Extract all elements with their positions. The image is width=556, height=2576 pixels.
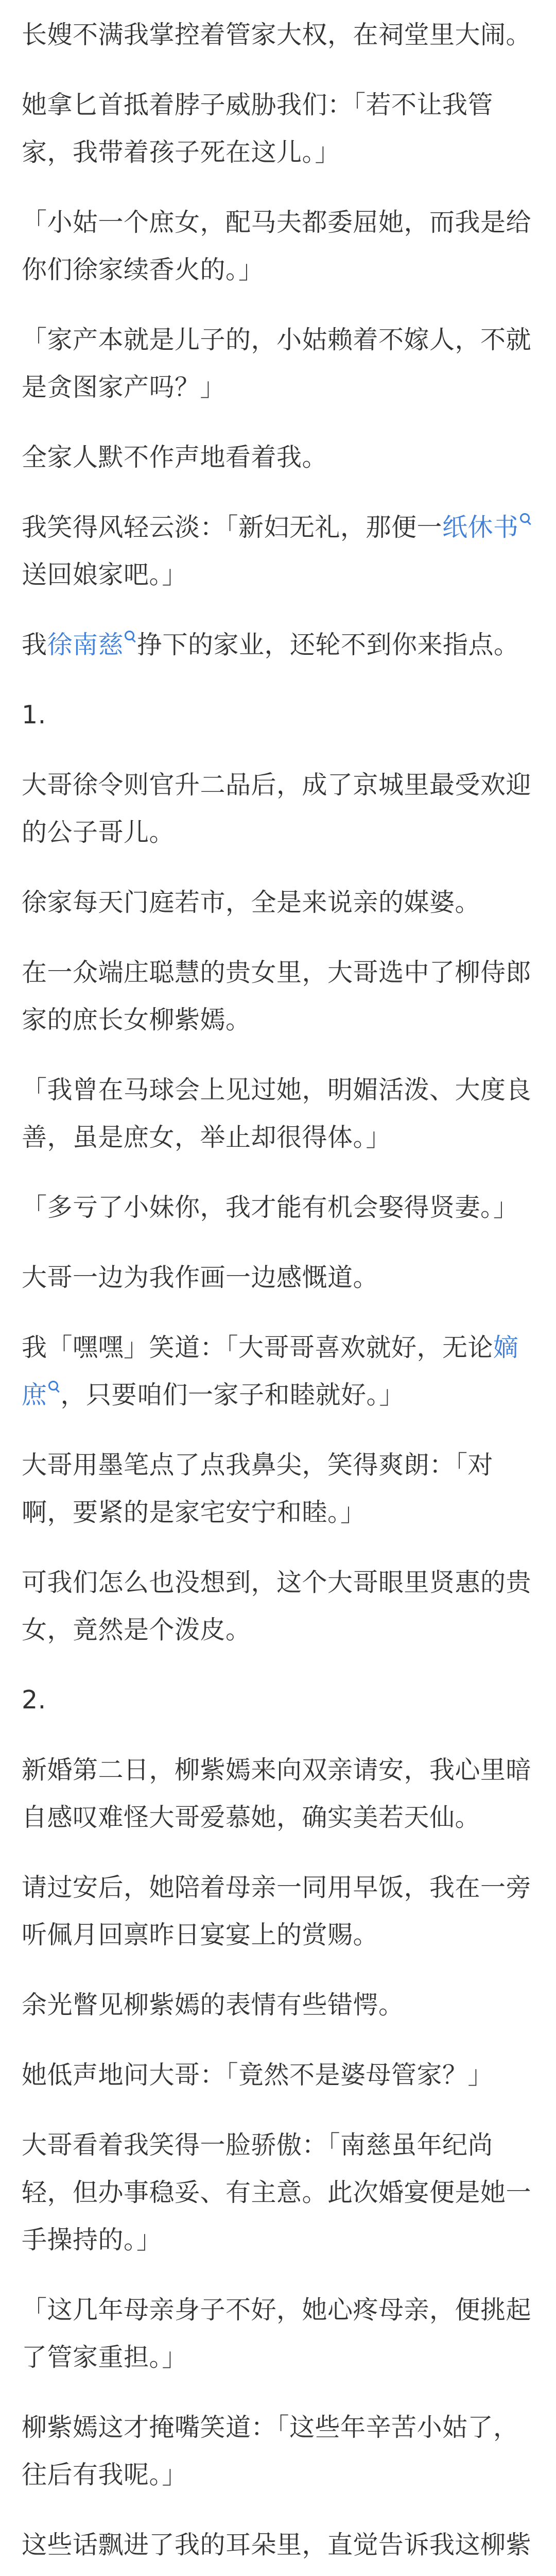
- paragraph: 这些话飘进了我的耳朵里，直觉告诉我这柳紫: [22, 2530, 532, 2560]
- paragraph-text: 我笑得风轻云淡：「新妇无礼，那便一: [22, 513, 443, 542]
- paragraph: 全家人默不作声地看着我。: [22, 443, 328, 472]
- paragraph: 长嫂不满我掌控着管家大权，在祠堂里大闹。: [22, 20, 532, 49]
- paragraph: 新婚第二日，柳紫嫣来向双亲请安，我心里暗自感叹难怪大哥爱慕她，确实美若天仙。: [22, 1755, 532, 1832]
- paragraph: 请过安后，她陪着母亲一同用早饭，我在一旁听佩月回禀昨日宴宴上的赏赐。: [22, 1873, 532, 1950]
- search-link-xu-nanci[interactable]: 徐南慈: [47, 630, 124, 659]
- paragraph: 大哥看着我笑得一脸骄傲：「南慈虽年纪尚轻，但办事稳妥、有主意。此次婚宴便是她一手操持的。」: [22, 2130, 532, 2255]
- paragraph: 「家产本就是儿子的，小姑赖着不嫁人，不就是贪图家产吗？」: [22, 325, 532, 402]
- section-heading-2: 2.: [22, 1685, 46, 1715]
- paragraph: 「小姑一个庶女，配马夫都委屈她，而我是给你们徐家续香火的。」: [22, 208, 532, 284]
- paragraph-text: 挣下的家业，还轮不到你来指点。: [137, 630, 519, 659]
- paragraph: 「多亏了小妹你，我才能有机会娶得贤妻。」: [22, 1193, 519, 1222]
- paragraph: 「我曾在马球会上见过她，明媚活泼、大度良善，虽是庶女，举止却很得体。」: [22, 1075, 532, 1152]
- search-link-legitimacy[interactable]: 嫡庶: [22, 1333, 519, 1410]
- paragraph: 可我们怎么也没想到，这个大哥眼里贤惠的贵女，竟然是个泼皮。: [22, 1568, 532, 1645]
- paragraph: 我徐南慈 挣下的家业，还轮不到你来指点。: [22, 630, 519, 659]
- paragraph: 「这几年母亲身子不好，她心疼母亲，便挑起了管家重担。」: [22, 2295, 532, 2372]
- search-icon[interactable]: [520, 513, 531, 524]
- paragraph: [22, 504, 534, 599]
- paragraph: 徐家每天门庭若市，全是来说亲的媒婆。: [22, 888, 481, 917]
- paragraph: 柳紫嫣这才掩嘴笑道：「这些年辛苦小姑了，往后有我呢。」: [22, 2413, 519, 2489]
- paragraph: 她拿匕首抵着脖子威胁我们：「若不让我管家，我带着孩子死在这儿。」: [22, 90, 494, 167]
- search-link-divorce-letter[interactable]: 纸休书: [442, 513, 519, 542]
- paragraph: 在一众端庄聪慧的贵女里，大哥选中了柳侍郎家的庶长女柳紫嫣。: [22, 958, 532, 1035]
- paragraph: 大哥一边为我作画一边感慨道。: [22, 1263, 379, 1292]
- paragraph-text: ，只要咱们一家子和睦就好。」: [60, 1380, 405, 1410]
- paragraph-text: 送回娘家吧。」: [22, 560, 188, 589]
- search-icon[interactable]: [48, 1381, 60, 1392]
- paragraph: 大哥徐令则官升二品后，成了京城里最受欢迎的公子哥儿。: [22, 770, 532, 847]
- paragraph-text: 我「嘿嘿」笑道：「大哥哥喜欢就好，无论: [22, 1333, 494, 1362]
- paragraph: 她低声地问大哥：「竟然不是婆母管家？」: [22, 2060, 494, 2090]
- section-heading-1: 1.: [22, 700, 46, 730]
- paragraph: 大哥用墨笔点了点我鼻尖，笑得爽朗：「对啊，要紧的是家宅安宁和睦。」: [22, 1450, 494, 1527]
- paragraph: [22, 1324, 534, 1419]
- search-icon[interactable]: [125, 631, 136, 642]
- paragraph: 余光瞥见柳紫嫣的表情有些错愕。: [22, 1990, 404, 2020]
